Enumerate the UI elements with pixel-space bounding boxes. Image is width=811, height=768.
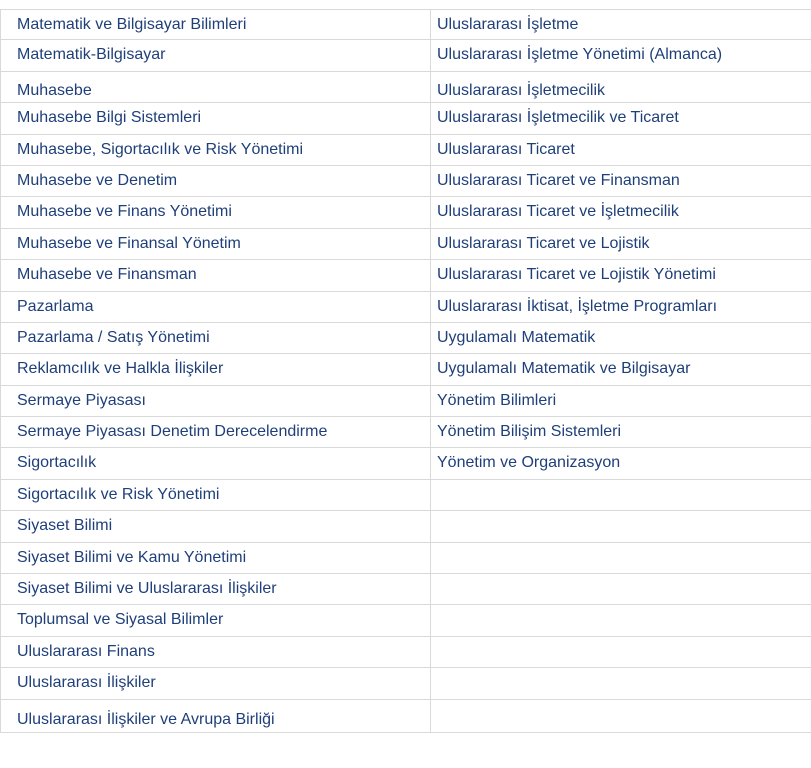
cell-a[interactable]: Muhasebe ve Finansman [0, 260, 431, 290]
table-row [0, 668, 811, 699]
cell-b[interactable] [431, 543, 811, 573]
table-row [0, 103, 811, 134]
cell-a[interactable]: Siyaset Bilimi ve Uluslararası İlişkiler [0, 574, 431, 604]
cell-b[interactable]: Yönetim Bilimleri [437, 391, 557, 409]
table-row [0, 448, 811, 479]
cell-a[interactable]: Uluslararası Finans [0, 637, 431, 667]
cell-a[interactable]: Matematik-Bilgisayar [0, 40, 431, 70]
cell-b[interactable]: Uluslararası İşletme [437, 16, 579, 33]
table-row [0, 354, 811, 385]
cell-b[interactable]: Uluslararası İşletmecilik [437, 81, 606, 99]
table-row [0, 386, 811, 417]
table-row [0, 229, 811, 260]
cell-a[interactable]: Toplumsal ve Siyasal Bilimler [0, 605, 431, 635]
table-row [0, 9, 811, 40]
cell-a[interactable]: Siyaset Bilimi ve Kamu Yönetimi [0, 543, 431, 573]
cell-b[interactable]: Uluslararası İşletme Yönetimi (Almanca) [437, 46, 723, 64]
cell-b[interactable]: Uluslararası İşletmecilik ve Ticaret [437, 109, 679, 127]
cell-a[interactable]: Reklamcılık ve Halkla İlişkiler [0, 354, 431, 384]
cell-b[interactable]: Uluslararası Ticaret ve Lojistik [437, 234, 650, 252]
cell-b[interactable] [431, 605, 811, 635]
table-row [0, 72, 811, 103]
cell-b[interactable]: Yönetim ve Organizasyon [437, 454, 621, 472]
cell-b[interactable] [431, 637, 811, 667]
table-row [0, 260, 811, 291]
cell-b[interactable] [431, 668, 811, 698]
cell-b[interactable] [431, 574, 811, 604]
cell-b[interactable]: Uluslararası Ticaret ve İşletmecilik [437, 203, 679, 221]
cell-a[interactable]: Matematik ve Bilgisayar Bilimleri [0, 10, 431, 39]
cell-b[interactable]: Yönetim Bilişim Sistemleri [437, 423, 622, 441]
table-row [0, 637, 811, 668]
cell-a[interactable]: Muhasebe ve Finans Yönetimi [0, 197, 431, 227]
cell-b[interactable]: Uluslararası Ticaret ve Lojistik Yönetimi [437, 266, 716, 284]
cell-a[interactable]: Sigortacılık ve Risk Yönetimi [0, 480, 431, 510]
cell-b[interactable]: Uygulamalı Matematik ve Bilgisayar [437, 360, 691, 378]
cell-a[interactable]: Muhasebe, Sigortacılık ve Risk Yönetimi [0, 135, 431, 165]
cell-b[interactable]: Uluslararası Ticaret [437, 140, 575, 158]
cell-a[interactable]: Muhasebe Bilgi Sistemleri [0, 103, 431, 133]
cell-a[interactable]: Uluslararası İlişkiler ve Avrupa Birliği [0, 700, 431, 732]
table-row [0, 292, 811, 323]
table-row [0, 480, 811, 511]
cell-a[interactable]: Uluslararası İlişkiler [0, 668, 431, 698]
table-row [0, 417, 811, 448]
cell-a[interactable]: Pazarlama / Satış Yönetimi [0, 323, 431, 353]
table-row [0, 40, 811, 71]
table-row [0, 323, 811, 354]
cell-b[interactable]: Uygulamalı Matematik [437, 328, 596, 346]
table-row [0, 605, 811, 636]
table-row [0, 135, 811, 166]
spreadsheet-grid [0, 9, 811, 733]
table-row [0, 700, 811, 733]
cell-b[interactable] [431, 700, 811, 732]
table-row [0, 511, 811, 542]
cell-b[interactable] [431, 480, 811, 510]
table-row [0, 543, 811, 574]
cell-a[interactable]: Sermaye Piyasası Denetim Derecelendirme [0, 417, 431, 447]
cell-a[interactable]: Sigortacılık [0, 448, 431, 478]
cell-b[interactable]: Uluslararası Ticaret ve Finansman [437, 171, 680, 189]
cell-a[interactable]: Pazarlama [0, 292, 431, 322]
cell-a[interactable]: Muhasebe ve Denetim [0, 166, 431, 196]
table-row [0, 197, 811, 228]
cell-b[interactable]: Uluslararası İktisat, İşletme Programları [437, 297, 718, 315]
cell-b[interactable] [431, 511, 811, 541]
cell-a[interactable]: Sermaye Piyasası [0, 386, 431, 416]
table-row [0, 574, 811, 605]
cell-a[interactable]: Siyaset Bilimi [0, 511, 431, 541]
cell-a[interactable]: Muhasebe [0, 72, 431, 102]
cell-a[interactable]: Muhasebe ve Finansal Yönetim [0, 229, 431, 259]
table-row [0, 166, 811, 197]
